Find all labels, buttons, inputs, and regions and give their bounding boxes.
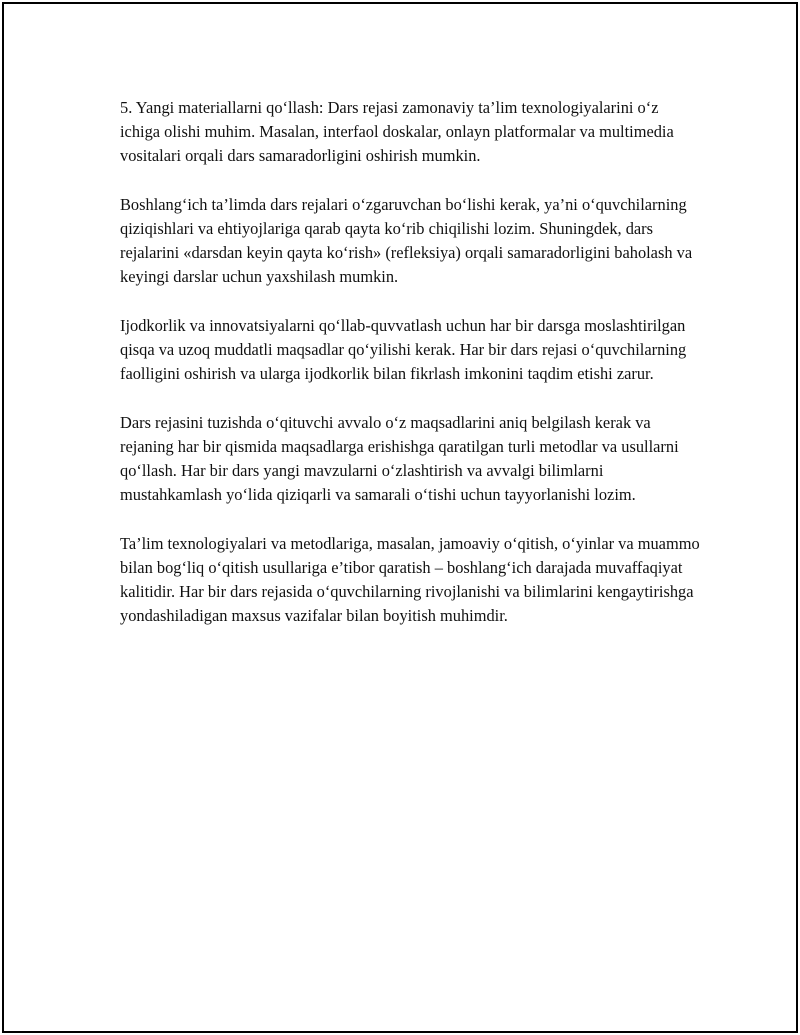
paragraph-education-technologies: Ta’lim texnologiyalari va metodlariga, masalan, jamoaviy o‘qitish, o‘yinlar va muammo bilan bog‘liq o‘qitish usullariga e’tibor qaratish – boshlang‘ich darajada muvaffaqiyat kalitidir. Har bir dars rejasida o‘quvchilarning rivojlanishi va bilimlarini kengaytirishga yondashiladigan maxsus vazifalar bilan boyitish muhimdir.	[120, 533, 700, 626]
paragraph-creativity-innovation: Ijodkorlik va innovatsiyalarni qo‘llab-quvvatlash uchun har bir darsga moslashtirilgan qisqa va uzoq muddatli maqsadlar qo‘yilishi kerak. Har bir dars rejasi o‘quvchilarning faolligini oshirish va ularga ijodkorlik bilan fikrlash imkonini taqdim etishi zarur.	[120, 315, 687, 384]
document-body	[120, 96, 700, 653]
document-page	[2, 2, 798, 1033]
paragraph-lesson-plan-design: Dars rejasini tuzishda o‘qituvchi avvalo o‘z maqsadlarini aniq belgilash kerak va rejaning har bir qismida maqsadlarga erishishga qaratilgan turli metodlar va usullarni qo‘llash. Har bir dars yangi mavzularni o‘zlashtirish va avvalgi bilimlarni mustahkamlash yo‘lida qiziqarli va samarali o‘tishi uchun tayyorlanishi lozim.	[120, 412, 679, 505]
paragraph-flexible-plans: Boshlang‘ich ta’limda dars rejalari o‘zgaruvchan bo‘lishi kerak, ya’ni o‘quvchilarning qiziqishlari va ehtiyojlariga qarab qayta ko‘rib chiqilishi lozim. Shuningdek, dars rejalarini «darsdan keyin qayta ko‘rish» (refleksiya) orqali samaradorligini baholash va keyingi darslar uchun yaxshilash mumkin.	[120, 194, 693, 287]
paragraph-new-materials: 5. Yangi materiallarni qo‘llash: Dars rejasi zamonaviy ta’lim texnologiyalarini o‘z ichiga olishi muhim. Masalan, interfaol doskalar, onlayn platformalar va multimedia vositalari orqali dars samaradorligini oshirish mumkin.	[120, 98, 674, 166]
